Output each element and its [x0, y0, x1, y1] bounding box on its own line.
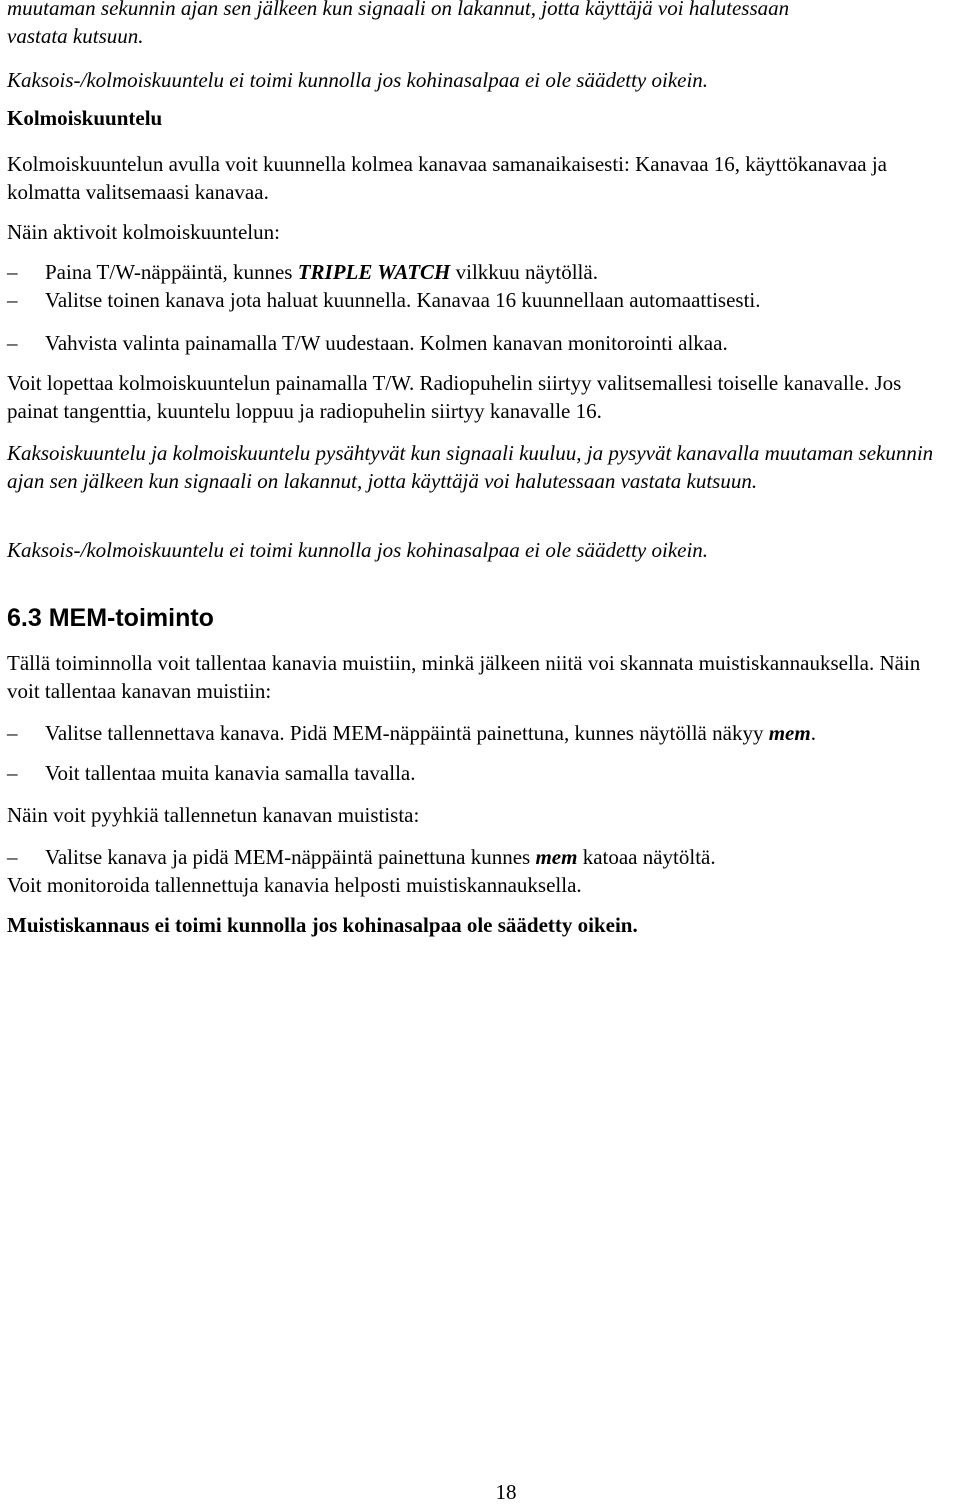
list-item [7, 286, 958, 314]
list-item-text: Voit tallentaa muita kanavia samalla tavalla. [45, 761, 416, 785]
list-item [7, 329, 958, 357]
list-bullet: – [7, 845, 18, 869]
mem-warning: Muistiskannaus ei toimi kunnolla jos kohinasalpaa ole säädetty oikein. [7, 913, 638, 937]
list-item-text: Valitse kanava ja pidä MEM-näppäintä painettuna kunnes mem katoaa näytöltä. [45, 845, 716, 869]
triple-watch-activate-label: Näin aktivoit kolmoiskuuntelun: [7, 220, 280, 244]
mem-delete-intro: Näin voit pyyhkiä tallennetun kanavan muistista: [7, 803, 420, 827]
list-bullet: – [7, 331, 18, 355]
list-item-text: Valitse tallennettava kanava. Pidä MEM-näppäintä painettuna, kunnes näytöllä näkyy mem. [45, 721, 816, 745]
display-text-mem: mem [535, 845, 578, 869]
continued-line-1: muutaman sekunnin ajan sen jälkeen kun signaali on lakannut, jotta käyttäjä voi halutessaan [7, 0, 790, 20]
section-heading-triple-watch: Kolmoiskuuntelu [7, 106, 163, 130]
list-bullet: – [7, 761, 18, 785]
section-heading-mem: 6.3 MEM-toiminto [7, 604, 214, 632]
triple-watch-stop-text: Voit lopettaa kolmoiskuuntelun painamalla T/W. Radiopuhelin siirtyy valitsemallesi toiselle kanavalle. Jos painat tangenttia, kuuntelu loppuu ja radiopuhelin siirtyy kanavalle 16. [7, 371, 902, 423]
list-item-text: Valitse toinen kanava jota haluat kuunnella. Kanavaa 16 kuunnellaan automaattisesti. [45, 288, 761, 312]
list-item [7, 719, 958, 747]
display-text-triple-watch: TRIPLE WATCH [297, 260, 451, 284]
list-item [7, 843, 958, 871]
continued-line-2: vastata kutsuun. [7, 24, 144, 48]
list-bullet: – [7, 721, 18, 745]
squelch-note-top: Kaksois-/kolmoiskuuntelu ei toimi kunnolla jos kohinasalpaa ei ole säädetty oikein. [7, 68, 709, 92]
squelch-note: Kaksois-/kolmoiskuuntelu ei toimi kunnolla jos kohinasalpaa ei ole säädetty oikein. [7, 538, 709, 562]
list-item [7, 759, 958, 787]
list-item-text: Paina T/W-näppäintä, kunnes TRIPLE WATCH vilkkuu näytöllä. [45, 260, 598, 284]
triple-watch-intro: Kolmoiskuuntelun avulla voit kuunnella kolmea kanavaa samanaikaisesti: Kanavaa 16, käyttökanavaa ja kolmatta valitsemaasi kanavaa. [7, 152, 887, 204]
list-item-text: Vahvista valinta painamalla T/W uudestaan. Kolmen kanavan monitorointi alkaa. [45, 331, 728, 355]
scan-pause-note: Kaksoiskuuntelu ja kolmoiskuuntelu pysähtyvät kun signaali kuuluu, ja pysyvät kanavalla muutaman sekunnin ajan sen jälkeen kun signaali on lakannut, jotta käyttäjä voi halutessaan vastata kutsuun. [7, 441, 934, 493]
mem-intro: Tällä toiminnolla voit tallentaa kanavia muistiin, minkä jälkeen niitä voi skannata muistiskannauksella. Näin voit tallentaa kanavan muistiin: [7, 651, 921, 703]
display-text-mem: mem [768, 721, 811, 745]
continued-paragraph [7, 0, 956, 50]
page-number: 18 [495, 1480, 517, 1504]
mem-monitor-text: Voit monitoroida tallennettuja kanavia helposti muistiskannauksella. [7, 873, 582, 897]
list-item [7, 258, 958, 286]
list-bullet: – [7, 260, 18, 284]
list-bullet: – [7, 288, 18, 312]
